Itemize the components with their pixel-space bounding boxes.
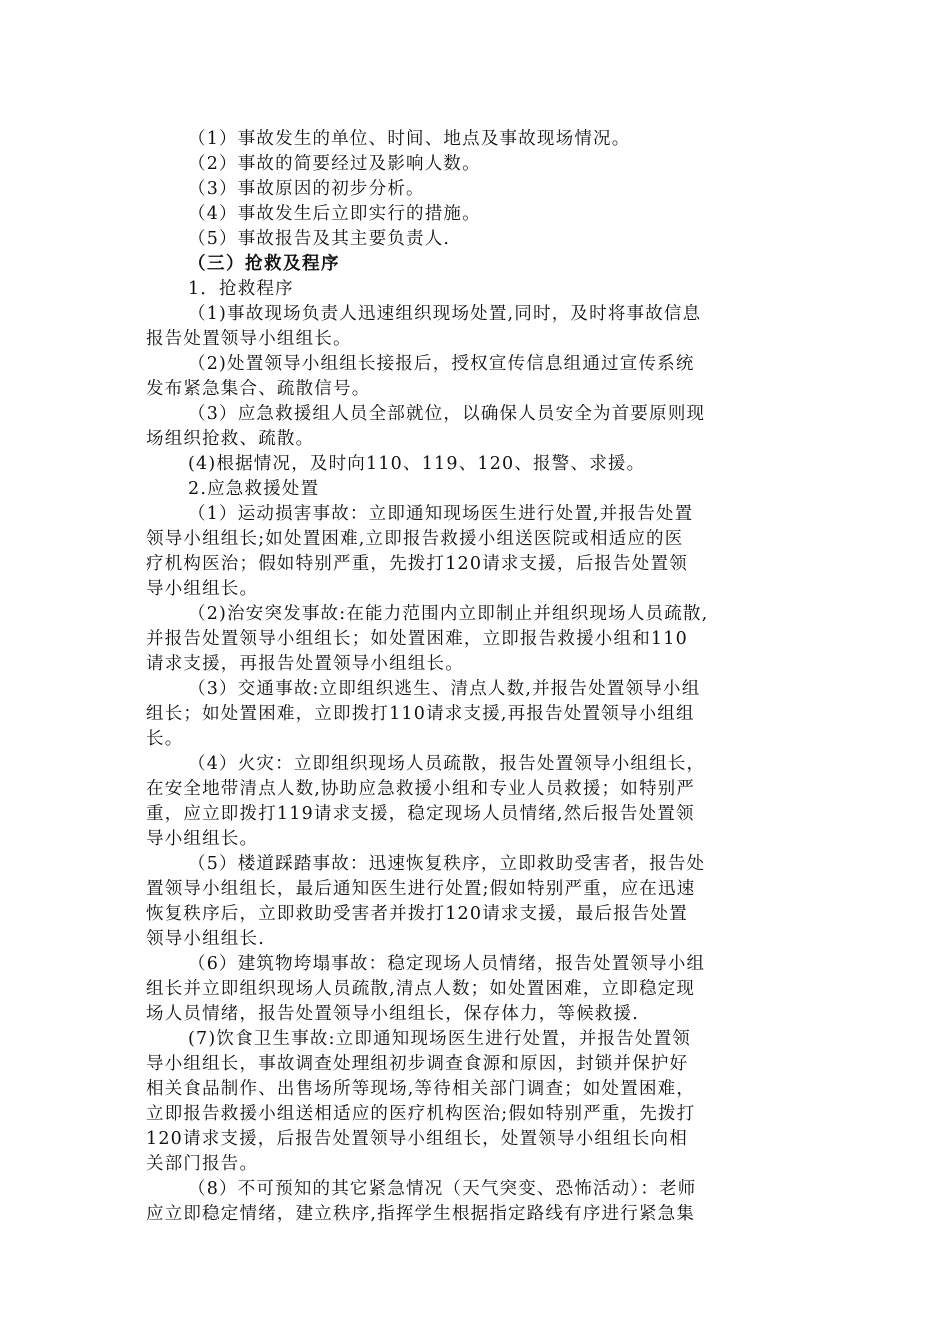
section-heading: （三）抢救及程序: [188, 254, 340, 274]
emergency-item-5-line-2: 置领导小组组长，最后通知医生进行处置;假如特别严重，应在迅速: [146, 879, 696, 899]
emergency-item-1-line-2: 领导小组组长;如处置困难,立即报告救援小组送医院或相适应的医: [146, 529, 684, 549]
emergency-item-6-line-3: 场人员情绪，报告处置领导小组组长，保存体力，等候救援.: [146, 1004, 639, 1024]
emergency-item-5-line-1: （5）楼道踩踏事故：迅速恢复秩序，立即救助受害者，报告处: [188, 854, 706, 874]
rescue-step-2-line-2: 发布紧急集合、疏散信号。: [146, 379, 371, 399]
emergency-item-7-line-4: 立即报告救援小组送相适应的医疗机构医治;假如特别严重，先拨打: [146, 1104, 696, 1124]
rescue-step-4: (4)根据情况，及时向110、119、120、报警、求援。: [188, 454, 646, 474]
emergency-item-2-line-2: 并报告处置领导小组组长；如处置困难，立即报告救援小组和110: [146, 629, 688, 649]
emergency-item-4-line-1: （4）火灾：立即组织现场人员疏散，报告处置领导小组组长，: [188, 754, 706, 774]
emergency-item-3-line-2: 组长；如处置困难，立即拨打110请求支援,再报告处置领导小组组: [146, 704, 695, 724]
emergency-item-1-line-3: 疗机构医治；假如特别严重，先拨打120请求支援，后报告处置领: [146, 554, 688, 574]
emergency-item-7-line-5: 120请求支援，后报告处置领导小组组长，处置领导小组组长向相: [146, 1129, 688, 1149]
emergency-item-8-line-1: （8）不可预知的其它紧急情况（天气突变、恐怖活动）：老师: [188, 1179, 697, 1199]
emergency-item-4-line-4: 导小组组长。: [146, 829, 259, 849]
emergency-item-7-line-1: (7)饮食卫生事故:立即通知现场医生进行处置，并报告处置领: [188, 1029, 691, 1049]
report-item-1: （1）事故发生的单位、时间、地点及事故现场情况。: [188, 129, 631, 149]
emergency-item-7-line-6: 关部门报告。: [146, 1154, 259, 1174]
emergency-item-8-line-2: 应立即稳定情绪，建立秩序,指挥学生根据指定路线有序进行紧急集: [146, 1204, 696, 1224]
rescue-step-2-line-1: （2)处置领导小组组长接报后，授权宣传信息组通过宣传系统: [188, 354, 695, 374]
emergency-item-3-line-1: （3）交通事故:立即组织逃生、清点人数,并报告处置领导小组: [188, 679, 701, 699]
emergency-item-6-line-2: 组长并立即组织现场人员疏散,清点人数；如处置困难，立即稳定现: [146, 979, 696, 999]
emergency-item-5-line-4: 领导小组组长.: [146, 929, 265, 949]
emergency-item-2-line-3: 请求支援，再报告处置领导小组组长。: [146, 654, 464, 674]
emergency-item-2-line-1: （2)治安突发事故:在能力范围内立即制止并组织现场人员疏散,: [188, 604, 709, 624]
subsection-title-rescue: 1．抢救程序: [188, 279, 294, 299]
emergency-item-1-line-4: 导小组组长。: [146, 579, 259, 599]
report-item-4: （4）事故发生后立即实行的措施。: [188, 204, 481, 224]
rescue-step-1-line-2: 报告处置领导小组组长。: [146, 329, 352, 349]
emergency-item-6-line-1: （6）建筑物垮塌事故：稳定现场人员情绪，报告处置领导小组: [188, 954, 706, 974]
rescue-step-3-line-1: （3）应急救援组人员全部就位，以确保人员安全为首要原则现: [188, 404, 706, 424]
report-item-3: （3）事故原因的初步分析。: [188, 179, 425, 199]
emergency-item-1-line-1: （1）运动损害事故：立即通知现场医生进行处置,并报告处置: [188, 504, 694, 524]
report-item-2: （2）事故的简要经过及影响人数。: [188, 154, 481, 174]
emergency-item-3-line-3: 长。: [146, 729, 184, 749]
emergency-item-5-line-3: 恢复秩序后，立即救助受害者并拨打120请求支援，最后报告处置: [146, 904, 688, 924]
subsection-title-emergency: 2.应急救援处置: [188, 479, 320, 499]
emergency-item-4-line-3: 重，应立即拨打119请求支援，稳定现场人员情绪,然后报告处置领: [146, 804, 695, 824]
emergency-item-7-line-3: 相关食品制作、出售场所等现场,等待相关部门调查；如处置困难，: [146, 1079, 696, 1099]
emergency-item-4-line-2: 在安全地带清点人数,协助应急救援小组和专业人员救援；如特别严: [146, 779, 696, 799]
report-item-5: （5）事故报告及其主要负责人.: [188, 229, 451, 249]
emergency-item-7-line-2: 导小组组长，事故调查处理组初步调查食源和原因，封锁并保护好: [146, 1054, 689, 1074]
rescue-step-1-line-1: （1)事故现场负责人迅速组织现场处置,同时，及时将事故信息: [188, 304, 702, 324]
rescue-step-3-line-2: 场组织抢救、疏散。: [146, 429, 315, 449]
